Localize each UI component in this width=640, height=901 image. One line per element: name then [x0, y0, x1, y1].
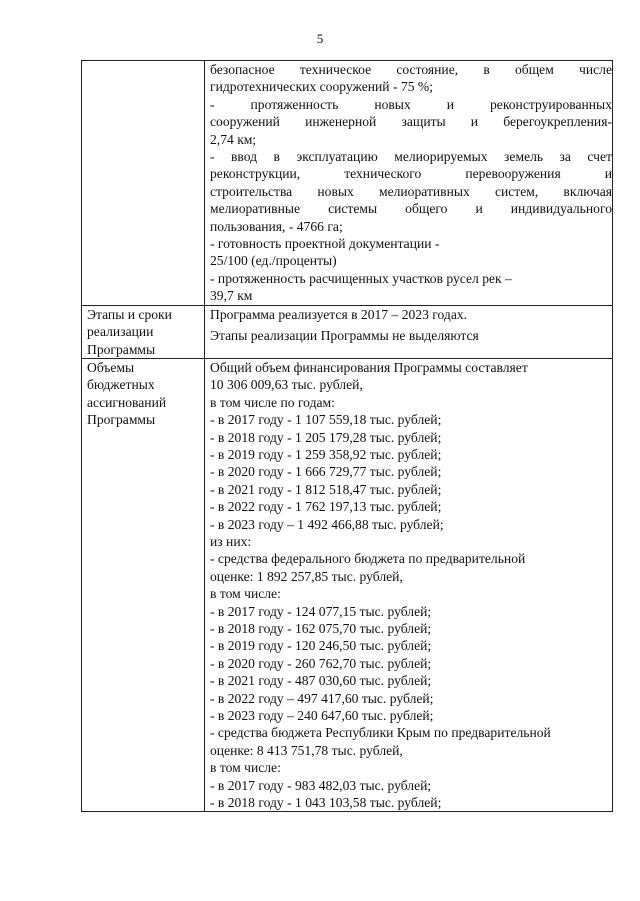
text-line: - протяженность расчищенных участков русел рек –: [210, 270, 512, 286]
text-line: гидротехнических сооружений - 75 %;: [210, 79, 433, 95]
text-line: - в 2020 году - 260 762,70 тыс. рублей;: [210, 655, 432, 671]
program-passport-table: [81, 60, 613, 812]
table-row-budget-allocations: [82, 358, 613, 812]
page-number: 5: [316, 31, 324, 46]
text-line: из них:: [210, 533, 252, 549]
table-row-stages: [82, 305, 613, 358]
row-label-cell: [82, 61, 205, 306]
text-line: - в 2017 году - 1 107 559,18 тыс. рублей;: [210, 412, 442, 428]
text-line: - в 2019 году - 1 259 358,92 тыс. рублей;: [210, 446, 442, 462]
row-label-cell: [82, 358, 205, 812]
text-line: - в 2023 году – 240 647,60 тыс. рублей;: [210, 708, 434, 724]
text-line: 25/100 (ед./проценты): [210, 253, 337, 269]
row-label-line: Этапы и сроки: [87, 306, 172, 322]
text-line: - в 2018 году - 1 043 103,58 тыс. рублей;: [210, 795, 442, 811]
text-line: - в 2022 году - 1 762 197,13 тыс. рублей;: [210, 499, 442, 515]
text-line: мелиоративные системы общего и индивидуального: [210, 201, 612, 217]
text-line: реконструкции, технического перевооружения и: [210, 166, 612, 182]
text-line: - в 2021 году - 487 030,60 тыс. рублей;: [210, 673, 432, 689]
row-label-cell: [82, 305, 205, 358]
row-label-line: бюджетных: [87, 377, 155, 393]
text-line: - протяженность новых и реконструированных: [210, 96, 612, 112]
row-label-line: Объемы: [87, 359, 135, 375]
text-line: в том числе по годам:: [210, 394, 335, 410]
text-line: - средства бюджета Республики Крым по предварительной: [210, 725, 551, 741]
text-line: оценке: 8 413 751,78 тыс. рублей,: [210, 742, 403, 758]
text-line: в том числе:: [210, 586, 281, 602]
row-content-cell: [205, 61, 613, 306]
text-line: 10 306 009,63 тыс. рублей,: [210, 377, 363, 393]
table-row-target-indicators: [82, 61, 613, 306]
text-line: - в 2018 году - 1 205 179,28 тыс. рублей;: [210, 429, 442, 445]
text-line: - в 2021 году - 1 812 518,47 тыс. рублей;: [210, 481, 442, 497]
text-line: - в 2017 году - 983 482,03 тыс. рублей;: [210, 777, 432, 793]
text-line: - в 2023 году – 1 492 466,88 тыс. рублей;: [210, 516, 444, 532]
text-line: оценке: 1 892 257,85 тыс. рублей,: [210, 568, 403, 584]
row-label-line: Программы: [87, 341, 156, 357]
text-line: - в 2020 году - 1 666 729,77 тыс. рублей;: [210, 464, 442, 480]
text-line: 39,7 км: [210, 288, 253, 304]
text-line: - готовность проектной документации -: [210, 236, 440, 252]
text-line: - ввод в эксплуатацию мелиорируемых земель за счет: [210, 149, 612, 165]
row-label-line: Программы: [87, 412, 156, 428]
row-label-line: ассигнований: [87, 394, 167, 410]
row-label-line: реализации: [87, 324, 154, 340]
text-line: - в 2018 году - 162 075,70 тыс. рублей;: [210, 621, 432, 636]
text-line: строительства новых мелиоративных систем, включая: [210, 183, 612, 199]
text-line: - в 2022 году – 497 417,60 тыс. рублей;: [210, 690, 434, 706]
text-line: Программа реализуется в 2017 – 2023 годах.: [210, 306, 468, 322]
text-line: Общий объем финансирования Программы составляет: [210, 359, 528, 375]
text-line: сооружений инженерной защиты и берегоукрепления-: [210, 114, 612, 130]
row-content-cell: [205, 358, 613, 812]
text-line: - в 2019 году - 120 246,50 тыс. рублей;: [210, 638, 432, 654]
text-line: - средства федерального бюджета по предварительной: [210, 551, 526, 567]
text-line: в том числе:: [210, 760, 281, 776]
text-line: Этапы реализации Программы не выделяются: [210, 328, 479, 344]
text-line: 2,74 км;: [210, 131, 257, 147]
text-line: пользования, - 4766 га;: [210, 218, 343, 234]
text-line: - в 2017 году - 124 077,15 тыс. рублей;: [210, 603, 432, 619]
text-line: безопасное техническое состояние, в общем числе: [210, 62, 612, 77]
row-content-cell: [205, 305, 613, 358]
